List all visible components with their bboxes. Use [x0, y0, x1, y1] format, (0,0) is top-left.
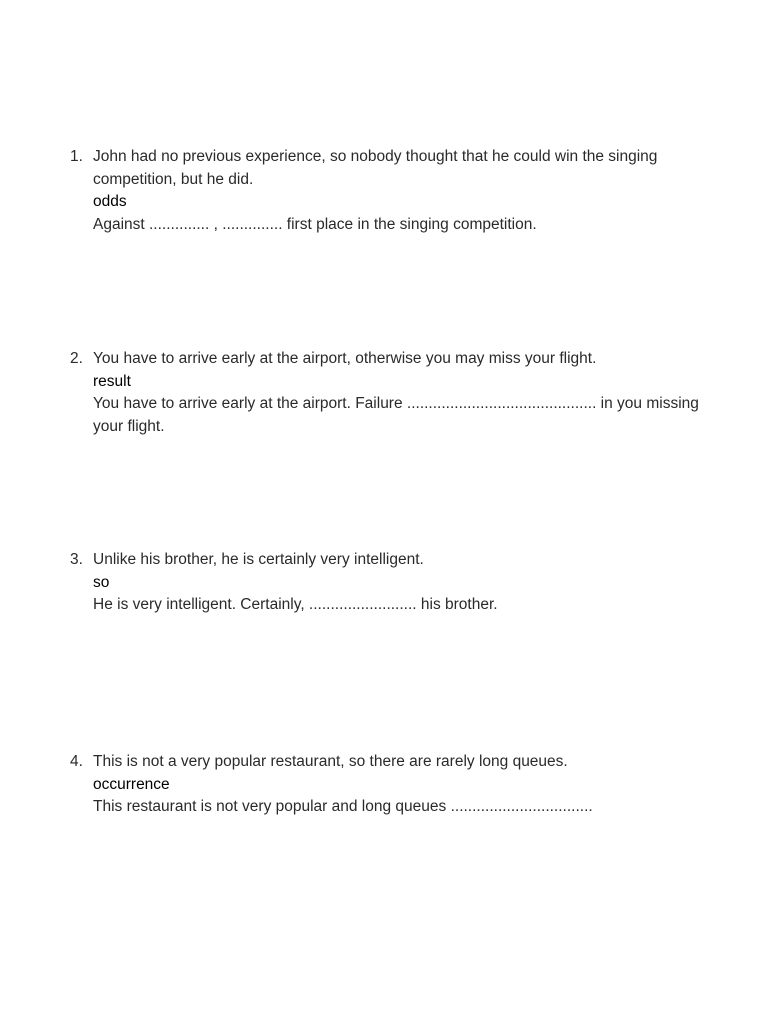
original-sentence: This is not a very popular restaurant, so there are rarely long queues. [93, 753, 568, 770]
item-body [93, 146, 700, 236]
key-word: result [93, 372, 131, 390]
item-number: 4. [70, 753, 83, 770]
rewrite-sentence: This restaurant is not very popular and long queues ................................. [93, 798, 593, 815]
original-sentence: John had no previous experience, so nobody thought that he could win the singing competition, but he did. [93, 148, 658, 188]
key-word: so [93, 573, 110, 591]
item-body [93, 549, 700, 617]
item-number: 3. [70, 551, 83, 568]
rewrite-sentence: He is very intelligent. Certainly, ......................... his brother. [93, 596, 498, 613]
exercise-item [70, 751, 700, 819]
exercise-item [70, 348, 700, 438]
key-word: occurrence [93, 775, 170, 793]
key-word: odds [93, 193, 127, 210]
exercise-item [70, 549, 700, 617]
item-number: 2. [70, 350, 83, 367]
rewrite-sentence: You have to arrive early at the airport. Failure ............................................ in you missing your flight. [93, 395, 699, 435]
item-body [93, 348, 700, 438]
rewrite-sentence: Against .............. , .............. first place in the singing competition. [93, 215, 537, 233]
exercise-item [70, 146, 700, 236]
item-body [93, 751, 700, 819]
original-sentence: Unlike his brother, he is certainly very intelligent. [93, 551, 424, 568]
original-sentence: You have to arrive early at the airport, otherwise you may miss your flight. [93, 350, 597, 367]
item-number: 1. [70, 148, 83, 165]
